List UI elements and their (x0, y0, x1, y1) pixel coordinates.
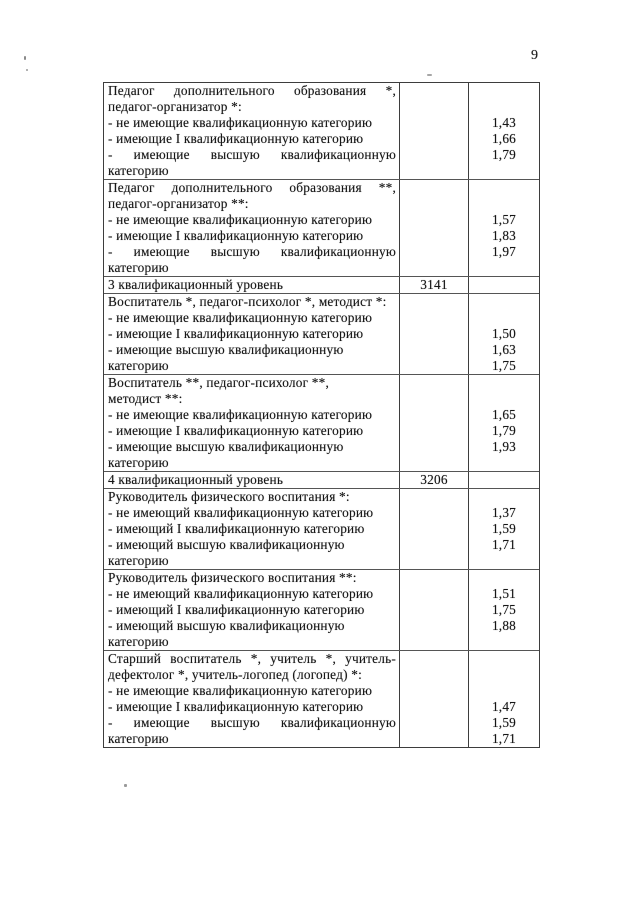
coefficient-value (469, 472, 539, 488)
code-cell (399, 472, 468, 488)
coefficient-value (469, 667, 539, 683)
coefficient-value: 1,75 (491, 602, 517, 617)
page-number: 9 (531, 48, 538, 63)
position-cell (104, 375, 399, 471)
position-line: - имеющие I квалификационную категорию (108, 326, 364, 341)
coefficient-cell (468, 180, 539, 276)
position-line: категорию (108, 553, 169, 568)
position-cell (104, 570, 399, 650)
position-line: - не имеющие квалификационную категорию (108, 212, 373, 227)
code-cell (399, 489, 468, 569)
position-block-row (104, 293, 539, 374)
position-block-row (104, 650, 539, 747)
position-cell (104, 180, 399, 276)
coefficient-value: 1,37 (491, 505, 517, 520)
position-line: методист **: (108, 391, 183, 406)
coefficient-value (469, 553, 539, 569)
coefficient-value: 1,57 (491, 212, 517, 227)
code-cell (399, 180, 468, 276)
position-block-row (104, 488, 539, 569)
coefficient-value (469, 683, 539, 699)
coefficient-cell (468, 375, 539, 471)
coefficient-cell (468, 570, 539, 650)
position-line: - не имеющие квалификационную категорию (108, 310, 373, 325)
position-line: - имеющие высшую квалификационную (108, 147, 396, 162)
position-line: - имеющие I квалификационную категорию (108, 699, 364, 714)
position-line: Воспитатель **, педагог-психолог **, (108, 375, 329, 390)
coefficient-value (469, 310, 539, 326)
coefficient-value: 1,63 (491, 342, 517, 357)
code-cell (399, 83, 468, 179)
salary-coefficient-table (103, 82, 540, 748)
position-line: - имеющие высшую квалификационную (108, 439, 344, 454)
position-cell (104, 83, 399, 179)
position-cell (104, 489, 399, 569)
coefficient-value: 1,71 (491, 537, 517, 552)
code-cell (399, 277, 468, 293)
position-cell (104, 277, 399, 293)
position-line: - не имеющие квалификационную категорию (108, 115, 373, 130)
coefficient-value: 1,75 (491, 358, 517, 373)
position-line: категорию (108, 163, 169, 178)
position-line: - имеющий высшую квалификационную (108, 618, 345, 633)
position-line: категорию (108, 634, 169, 649)
coefficient-value (469, 180, 539, 196)
coefficient-value (469, 294, 539, 310)
coefficient-value: 1,88 (491, 618, 517, 633)
coefficient-value: 1,79 (491, 423, 517, 438)
coefficient-value (469, 455, 539, 471)
scan-artifact (26, 69, 28, 71)
coefficient-value: 1,66 (491, 131, 517, 146)
position-cell (104, 651, 399, 747)
coefficient-cell (468, 294, 539, 374)
position-line: - имеющие высшую квалификационную (108, 244, 396, 259)
coefficient-value: 1,47 (491, 699, 517, 714)
position-line: - не имеющий квалификационную категорию (108, 505, 374, 520)
coefficient-value: 1,79 (491, 147, 517, 162)
position-line: - имеющий I квалификационную категорию (108, 602, 365, 617)
scan-artifact (124, 784, 127, 787)
coefficient-cell (468, 651, 539, 747)
position-block-row (104, 374, 539, 471)
coefficient-cell (468, 83, 539, 179)
code-cell (399, 570, 468, 650)
position-line: - имеющие I квалификационную категорию (108, 131, 364, 146)
coefficient-value (469, 375, 539, 391)
position-line: - имеющий высшую квалификационную (108, 537, 345, 552)
coefficient-value: 1,83 (491, 228, 517, 243)
coefficient-value: 1,65 (491, 407, 517, 422)
position-line: категорию (108, 358, 169, 373)
coefficient-value (469, 489, 539, 505)
position-line: - имеющие I квалификационную категорию (108, 228, 364, 243)
position-line: Руководитель физического воспитания **: (108, 570, 357, 585)
coefficient-value (469, 277, 539, 293)
coefficient-value: 1,43 (491, 115, 517, 130)
position-line: Руководитель физического воспитания *: (108, 489, 350, 504)
position-line: педагог-организатор *: (108, 99, 242, 114)
position-line: Педагог дополнительного образования **, (108, 180, 396, 195)
coefficient-value: 1,97 (491, 244, 517, 259)
coefficient-value (469, 99, 539, 115)
code-cell (399, 651, 468, 747)
coefficient-cell (468, 472, 539, 488)
position-line: - имеющие высшую квалификационную (108, 715, 396, 730)
position-line: педагог-организатор **: (108, 196, 249, 211)
coefficient-value (469, 570, 539, 586)
level-code: 3206 (420, 472, 448, 487)
code-cell (399, 294, 468, 374)
qualification-level-row (104, 471, 539, 488)
coefficient-value (469, 634, 539, 650)
position-cell (104, 294, 399, 374)
coefficient-value (469, 651, 539, 667)
position-block-row (104, 179, 539, 276)
position-line: Воспитатель *, педагог-психолог *, методист *: (108, 294, 387, 309)
coefficient-value: 1,59 (491, 715, 517, 730)
coefficient-value (469, 83, 539, 99)
coefficient-value (469, 196, 539, 212)
coefficient-value: 1,93 (491, 439, 517, 454)
level-label: 4 квалификационный уровень (108, 472, 284, 487)
position-line: дефектолог *, учитель-логопед (логопед) *: (108, 667, 362, 682)
position-line: - не имеющие квалификационную категорию (108, 407, 373, 422)
qualification-level-row (104, 276, 539, 293)
position-block-row (104, 83, 539, 179)
position-line: Старший воспитатель *, учитель *, учитель- (108, 651, 396, 666)
code-cell (399, 375, 468, 471)
position-line: категорию (108, 455, 169, 470)
coefficient-value (469, 260, 539, 276)
coefficient-value (469, 163, 539, 179)
scan-artifact (24, 56, 26, 60)
position-line: категорию (108, 731, 169, 746)
position-cell (104, 472, 399, 488)
coefficient-value: 1,59 (491, 521, 517, 536)
coefficient-cell (468, 277, 539, 293)
level-label: 3 квалификационный уровень (108, 277, 284, 292)
coefficient-cell (468, 489, 539, 569)
position-line: категорию (108, 260, 169, 275)
coefficient-value: 1,50 (491, 326, 517, 341)
level-code: 3141 (420, 277, 448, 292)
coefficient-value (469, 391, 539, 407)
coefficient-value: 1,51 (491, 586, 517, 601)
scan-artifact (427, 74, 432, 76)
coefficient-value: 1,71 (491, 731, 517, 746)
position-line: - не имеющие квалификационную категорию (108, 683, 373, 698)
position-line: - имеющий I квалификационную категорию (108, 521, 365, 536)
position-line: - имеющие высшую квалификационную (108, 342, 344, 357)
position-line: Педагог дополнительного образования *, (108, 83, 396, 98)
position-line: - не имеющий квалификационную категорию (108, 586, 374, 601)
position-line: - имеющие I квалификационную категорию (108, 423, 364, 438)
position-block-row (104, 569, 539, 650)
